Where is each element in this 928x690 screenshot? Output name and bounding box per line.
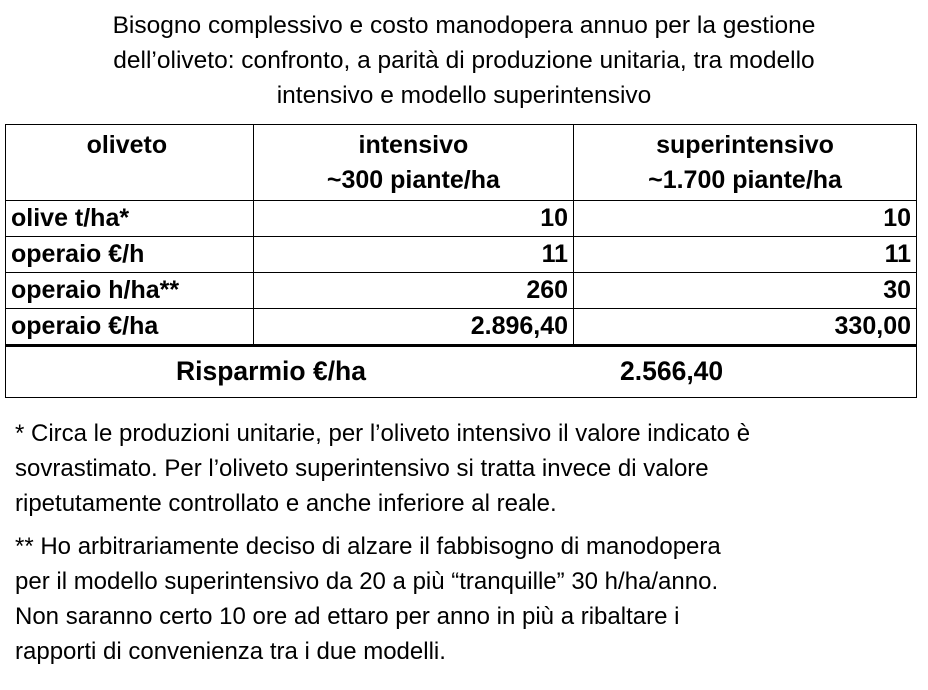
total-label: Risparmio €/ha	[176, 356, 366, 386]
total-cell	[6, 346, 917, 398]
total-row	[6, 346, 917, 398]
header-superintensivo-name: superintensivo	[656, 131, 834, 159]
footnote-2-line: rapporti di convenienza tra i due modelli.	[15, 638, 446, 665]
row-value-superintensivo: 30	[574, 273, 917, 309]
footnote-2-line: per il modello superintensivo da 20 a più “tranquille” 30 h/ha/anno.	[15, 568, 719, 595]
table-row	[6, 201, 917, 237]
footnote-2-line: ** Ho arbitrariamente deciso di alzare il fabbisogno di manodopera	[15, 533, 721, 560]
header-intensivo-density: ~300 piante/ha	[326, 166, 500, 194]
title-line-1: Bisogno complessivo e costo manodopera annuo per la gestione	[112, 12, 816, 39]
table-row	[6, 273, 917, 309]
page-title	[0, 8, 928, 113]
footnote-1-line: sovrastimato. Per l’oliveto superintensivo si tratta invece di valore	[15, 455, 709, 482]
footnote-2-line: Non saranno certo 10 ore ad ettaro per anno in più a ribaltare i	[15, 603, 680, 630]
table-row	[6, 237, 917, 273]
footnote-1-line: ripetutamente controllato e anche inferiore al reale.	[15, 490, 557, 517]
row-value-intensivo: 11	[253, 237, 573, 273]
row-label: operaio €/h	[6, 237, 254, 273]
total-value: 2.566,40	[620, 356, 724, 386]
row-value-superintensivo: 11	[574, 237, 917, 273]
header-oliveto-label: oliveto	[86, 131, 168, 159]
header-oliveto	[6, 125, 254, 201]
footnotes	[15, 416, 920, 677]
footnote-2	[15, 529, 920, 669]
table-row	[6, 309, 917, 346]
title-line-2: dell’oliveto: confronto, a parità di produzione unitaria, tra modello	[113, 47, 815, 74]
row-label: operaio h/ha**	[6, 273, 254, 309]
footnote-1	[15, 416, 920, 521]
header-intensivo	[253, 125, 573, 201]
footnote-1-line: * Circa le produzioni unitarie, per l’oliveto intensivo il valore indicato è	[15, 420, 751, 447]
header-superintensivo	[574, 125, 917, 201]
row-label: operaio €/ha	[6, 309, 254, 346]
row-label: olive t/ha*	[6, 201, 254, 237]
header-superintensivo-density: ~1.700 piante/ha	[648, 166, 842, 194]
title-line-3: intensivo e modello superintensivo	[276, 82, 652, 109]
row-value-intensivo: 2.896,40	[253, 309, 573, 346]
table-header-row	[6, 125, 917, 201]
row-value-intensivo: 10	[253, 201, 573, 237]
row-value-superintensivo: 330,00	[574, 309, 917, 346]
header-intensivo-name: intensivo	[358, 131, 469, 159]
row-value-intensivo: 260	[253, 273, 573, 309]
comparison-table	[5, 124, 917, 398]
row-value-superintensivo: 10	[574, 201, 917, 237]
